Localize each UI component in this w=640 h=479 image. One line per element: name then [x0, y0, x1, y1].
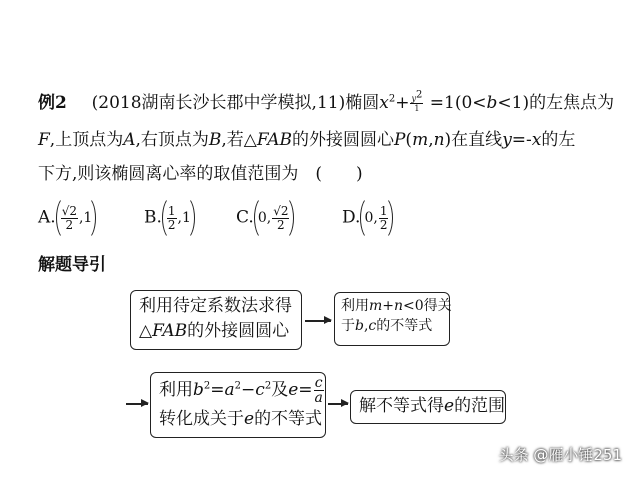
frac-num: √2 — [273, 203, 289, 218]
flow-box-1 — [130, 290, 302, 350]
option-label: C. — [236, 207, 254, 228]
frac-den: 2 — [65, 217, 74, 232]
var-x: x — [379, 93, 389, 113]
text: ,右顶点为 — [135, 130, 209, 150]
var-x: x — [531, 130, 542, 150]
box-text: 转化成关于 — [159, 409, 244, 429]
box-text: 利用待定系数法求得 — [139, 296, 292, 316]
problem-line-3: 下方,则该椭圆离心率的取值范围为 ( ) — [38, 164, 363, 184]
frac-num: 1 — [379, 203, 388, 218]
flow-box-3: 利用$b^2=a^2-c^2$及e= $\frac{c}{a}$ 转化成关于e的不等式 — [150, 372, 326, 438]
flow-arrow-2 — [126, 403, 148, 405]
var-c: c — [255, 380, 265, 400]
var-b: b — [355, 318, 364, 334]
option-label: D. — [342, 207, 361, 228]
stem-prefix: 椭圆 — [345, 93, 380, 113]
text: , — [428, 130, 434, 150]
var-FAB: FAB — [152, 321, 188, 341]
var-n: n — [394, 298, 404, 314]
interval-left: 0 — [364, 210, 374, 226]
frac-den: 2 — [379, 217, 388, 232]
interval: $\frac{√2}{2}$ ,1 — [56, 196, 97, 240]
box-text: , — [363, 318, 369, 334]
var-FAB: FAB — [256, 130, 292, 150]
text: 的外接圆圆心 — [291, 130, 394, 150]
box-text: 的不等式 — [376, 318, 433, 334]
box-text: 于 — [341, 318, 355, 334]
var-F: F — [38, 130, 50, 150]
text: 的左 — [541, 130, 576, 150]
eq-rest: =1(0< — [424, 93, 487, 113]
box-text: 及 — [271, 380, 289, 400]
frac-den: a — [314, 390, 323, 406]
problem-line-2 — [38, 129, 575, 151]
interval: $\frac{1}{2}$ ,1 — [162, 196, 195, 240]
eq-rest-2: <1)的左焦点为 — [497, 93, 615, 113]
box-text: 的不等式 — [254, 409, 323, 429]
flow-arrow-1 — [305, 320, 331, 322]
text: ,若△ — [221, 130, 257, 150]
frac-num: y — [411, 94, 416, 103]
option-c — [236, 196, 294, 240]
var-b: b — [486, 93, 498, 113]
var-y: y — [502, 130, 512, 150]
var-e: e — [288, 380, 299, 400]
frac-num: √2 — [61, 203, 77, 218]
var-e: e — [244, 409, 255, 429]
var-b: b — [193, 380, 204, 400]
var-c: c — [368, 318, 377, 334]
var-m: m — [369, 298, 383, 314]
option-d — [342, 196, 393, 240]
frac-num: c — [314, 375, 323, 391]
example-label: 例2 — [38, 93, 67, 113]
var-P: P — [393, 130, 406, 150]
box-text: 解不等式得 — [359, 396, 444, 416]
flow-arrow-3 — [328, 403, 348, 405]
frac-den: 2 — [167, 217, 176, 232]
option-a — [38, 196, 96, 240]
interval-left: 0 — [257, 210, 267, 226]
option-label: A. — [38, 207, 56, 228]
var-n: n — [433, 130, 445, 150]
fraction-c-over-a — [314, 376, 324, 405]
guide-title: 解题导引 — [38, 255, 106, 275]
box-text: <0得关 — [403, 298, 452, 314]
frac-num: 1 — [167, 203, 176, 218]
var-B: B — [208, 130, 222, 150]
var-m: m — [412, 130, 429, 150]
text: =- — [511, 130, 532, 150]
box-text: 利用 — [341, 298, 369, 314]
flow-box-4 — [350, 390, 506, 424]
text: ( — [405, 130, 413, 150]
box-text: 的外接圆圆心 — [187, 321, 290, 341]
option-label: B. — [144, 207, 162, 228]
interval-right: 1 — [83, 210, 93, 226]
box-text: △ — [139, 321, 153, 341]
flow-box-2 — [334, 292, 450, 346]
problem-line-1: 例2 (2018湖南长沙长郡中学模拟,11)椭圆$x^2+$ $\frac{y^2}{1}$ =1(0<b<1)的左焦点为 — [38, 89, 615, 113]
watermark: 头条 @雁小锤251 — [498, 446, 622, 464]
interval-right: 1 — [182, 210, 191, 226]
box-text: 的范围 — [454, 396, 506, 416]
problem-source: (2018湖南长沙长郡中学模拟,11) — [91, 93, 346, 113]
frac-den: 1 — [414, 104, 420, 113]
plus-sign: + — [395, 93, 410, 113]
var-A: A — [123, 130, 136, 150]
var-a: a — [224, 380, 235, 400]
text: ,上顶点为 — [49, 130, 124, 150]
interval: 0, $\frac{1}{2}$ — [360, 196, 393, 240]
interval: 0, $\frac{√2}{2}$ — [254, 196, 295, 240]
text: )在直线 — [444, 130, 503, 150]
box-text: 利用 — [159, 380, 193, 400]
box-text: + — [382, 298, 395, 314]
box-text: = — [298, 380, 313, 400]
box-text: − — [241, 380, 256, 400]
option-b — [144, 196, 195, 240]
var-e: e — [444, 396, 455, 416]
equation-fraction: $\frac{y^2}{1}$ — [411, 89, 423, 113]
frac-den: 2 — [277, 217, 285, 232]
box-text: = — [210, 380, 225, 400]
